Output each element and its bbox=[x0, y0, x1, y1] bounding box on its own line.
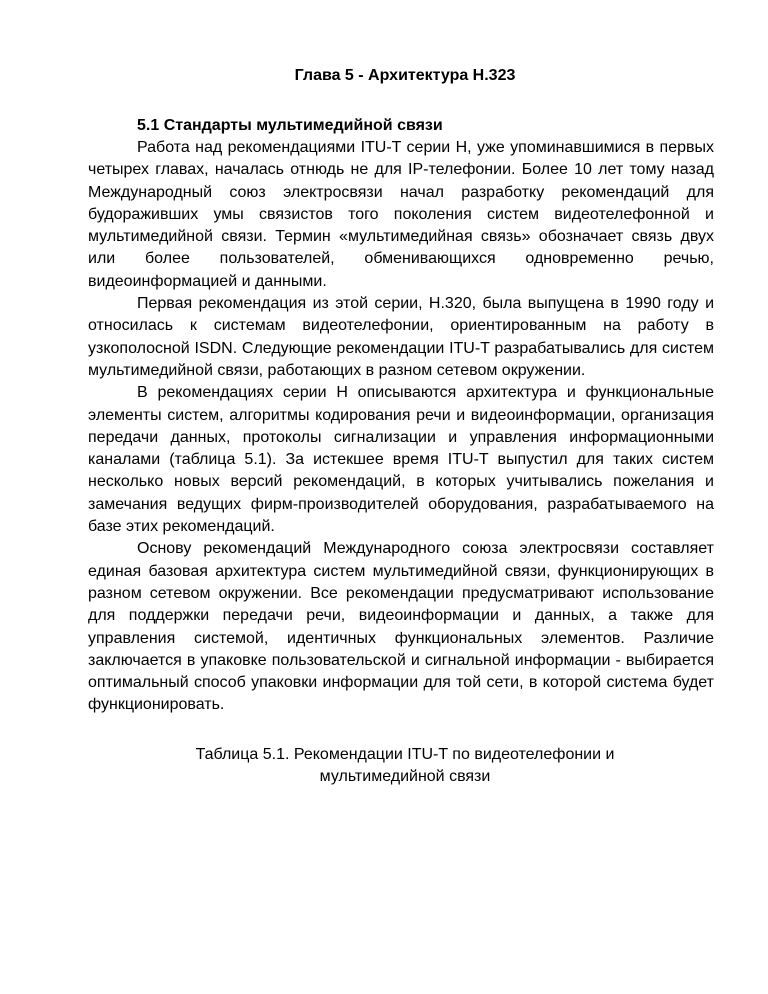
document-page bbox=[88, 66, 714, 788]
chapter-title: Глава 5 - Архитектура H.323 bbox=[294, 67, 516, 84]
section-title: 5.1 Стандарты мультимедийной связи bbox=[137, 117, 443, 134]
paragraph-3: В рекомендациях серии H описываются архитектура и функциональные элементы систем, алгоритмы кодирования речи и видеоинформации, организация передачи данных, протоколы сигнализации и управления информационными каналами (таблица 5.1). За истекшее время ITU-T выпустил для таких систем несколько новых версий рекомендаций, в которых учитывались пожелания и замечания ведущих фирм-производителей оборудования, разрабатываемого на базе этих рекомендаций. bbox=[88, 384, 714, 536]
table-caption-line-2: мультимедийной связи bbox=[319, 767, 491, 785]
paragraph-2: Первая рекомендация из этой серии, H.320, была выпущена в 1990 году и относилась к системам видеотелефонии, ориентированным на работу в узкополосной ISDN. Следующие рекомендации ITU-T разрабатывались для систем мультимедийной связи, работающих в разном сетевом окружении. bbox=[88, 295, 714, 379]
table-caption-line-1: Таблица 5.1. Рекомендации ITU-T по видеотелефонии и bbox=[195, 745, 615, 763]
paragraph-4: Основу рекомендаций Международного союза электросвязи составляет единая базовая архитектура систем мультимедийной связи, функционирующих в разном сетевом окружении. Все рекомендации предусматривают использование для поддержки передачи речи, видеоинформации и данных, а также для управления системой, идентичных функциональных элементов. Различие заключается в упаковке пользовательской и сигнальной информации - выбирается оптимальный способ упаковки информации для той сети, в которой система будет функционировать. bbox=[88, 540, 714, 714]
table-caption bbox=[88, 744, 714, 788]
paragraph-1: Работа над рекомендациями ITU-T серии H, уже упоминавшимися в первых четырех главах, началась отнюдь не для IP-телефонии. Более 10 лет тому назад Международный союз электросвязи начал разработку рекомендаций для будораживших умы связистов того поколения систем видеотелефонной и мультимедийной связи. Термин «мультимедийная связь» обозначает связь двух или более пользователей, обменивающихся одновременно речью, видеоинформацией и данными. bbox=[88, 139, 714, 290]
